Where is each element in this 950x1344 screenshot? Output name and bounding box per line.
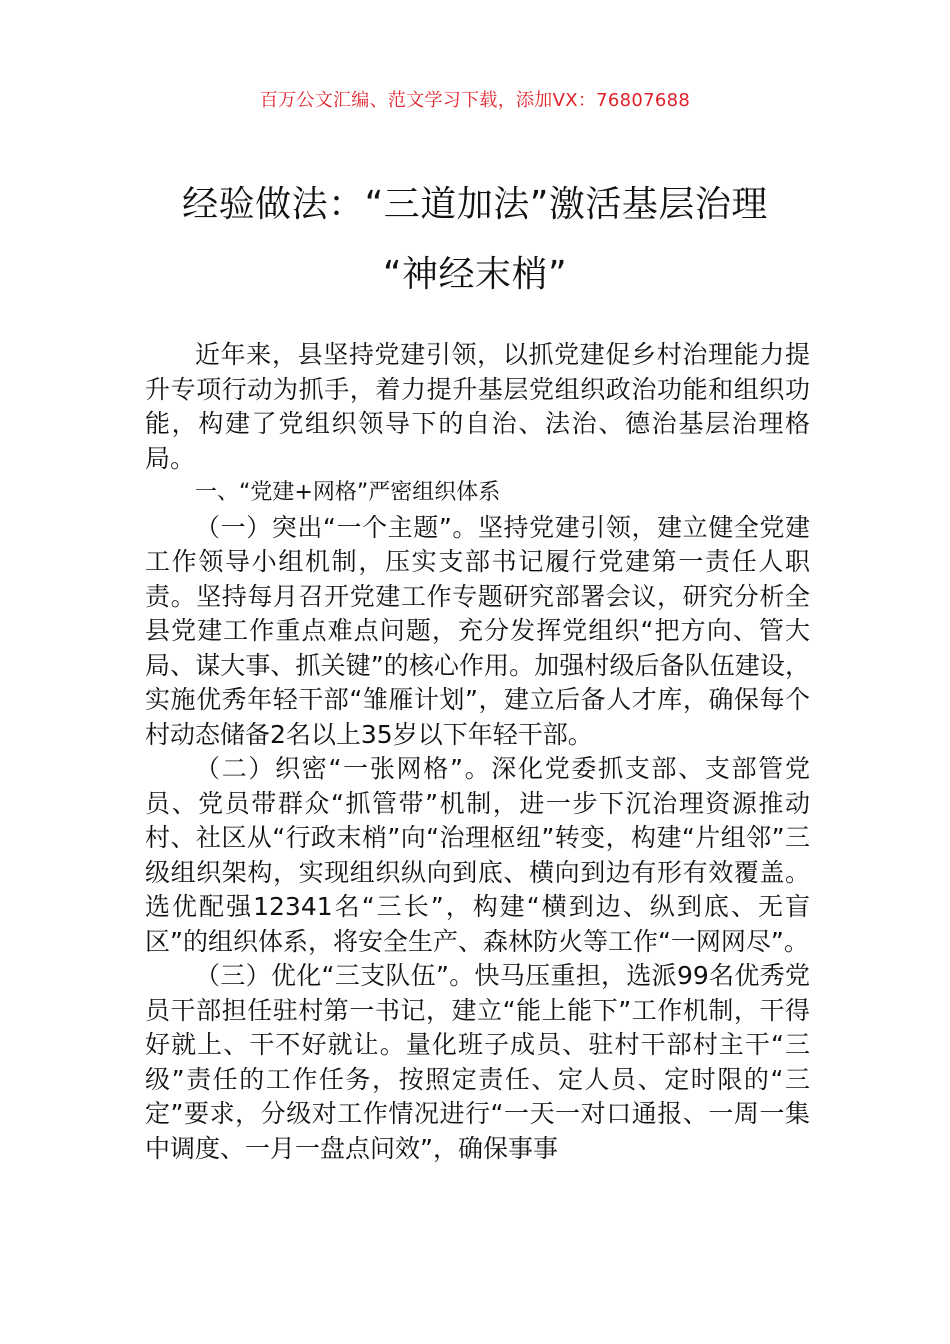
document-body	[145, 338, 810, 1166]
document-title-line-1: 经验做法：“三道加法”激活基层治理	[182, 184, 768, 225]
subsection-paragraph-2: （二）织密“一张网格”。深化党委抓支部、支部管党员、党员带群众“抓管带”机制，进一步下沉治理资源推动村、社区从“行政末梢”向“治理枢纽”转变，构建“片组邻”三级组织架构，实现组织纵向到底、横向到边有形有效覆盖。选优配强12341名“三长”，构建“横到边、纵到底、无盲区”的组织体系，将安全生产、森林防火等工作“一网网尽”。	[145, 754, 810, 956]
subsection-paragraph-1: （一）突出“一个主题”。坚持党建引领，建立健全党建工作领导小组机制，压实支部书记履行党建第一责任人职责。坚持每月召开党建工作专题研究部署会议，研究分析全县党建工作重点难点问题，充分发挥党组织“把方向、管大局、谋大事、抓关键”的核心作用。加强村级后备队伍建设，实施优秀年轻干部“雏雁计划”，建立后备人才库，确保每个村动态储备2名以上35岁以下年轻干部。	[145, 512, 810, 749]
document-title-line-2: “神经末梢”	[382, 254, 568, 295]
subsection-paragraph-3: （三）优化“三支队伍”。快马压重担，选派99名优秀党员干部担任驻村第一书记，建立“能上能下”工作机制，干得好就上、干不好就让。量化班子成员、驻村干部村主干“三级”责任的工作任务，按照定责任、定人员、定时限的“三定”要求，分级对工作情况进行“一天一对口通报、一周一集中调度、一月一盘点问效”，确保事事	[145, 961, 810, 1163]
header-watermark-note: 百万公文汇编、范文学习下载，添加VX：76807688	[259, 90, 691, 111]
section-heading-1: 一、“党建+网格”严密组织体系	[195, 480, 501, 505]
intro-paragraph: 近年来，县坚持党建引领，以抓党建促乡村治理能力提升专项行动为抓手，着力提升基层党组织政治功能和组织功能，构建了党组织领导下的自治、法治、德治基层治理格局。	[145, 340, 810, 473]
